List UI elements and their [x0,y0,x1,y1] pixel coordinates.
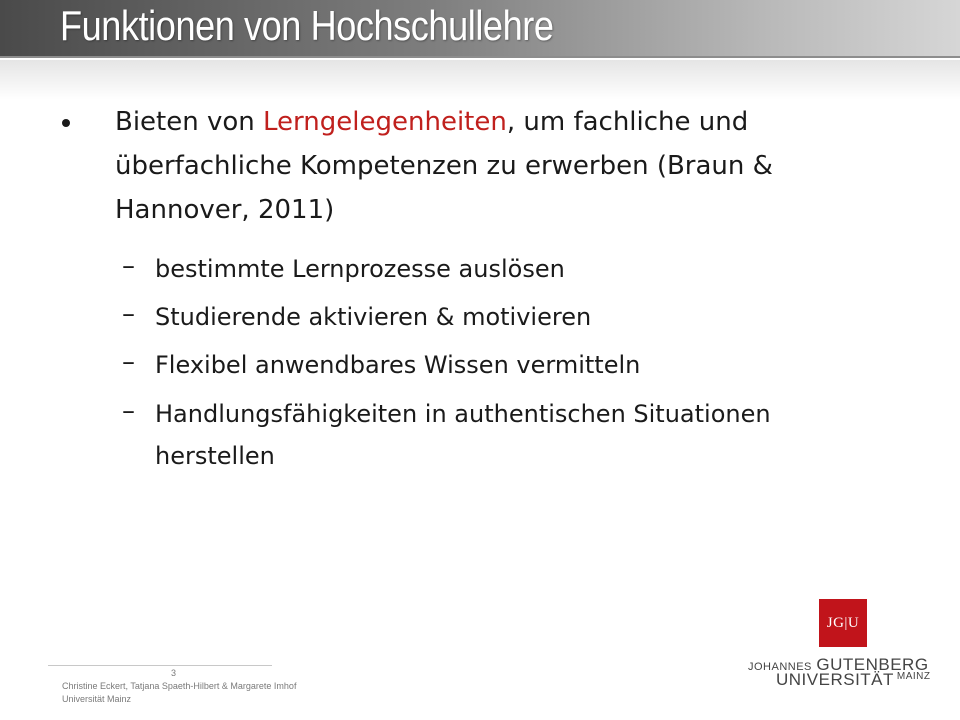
sub-item-line: Flexibel anwendbares Wissen vermitteln [155,351,641,379]
dash-icon: – [122,347,135,377]
footer-credits [62,680,322,706]
dash-icon: – [122,251,135,281]
bullet-text-after: , um fachliche und [506,107,749,137]
jgu-logo-mark: JG|U [819,599,867,647]
bullet-line-3: Hannover, 2011) [115,195,335,225]
sub-item-text [155,248,885,290]
footer-authors: Christine Eckert, Tatjana Spaeth-Hilbert & Margarete Imhof [62,681,297,691]
logo-johannes: JOHANNES [748,661,812,673]
logo-mainz: MAINZ [896,671,931,682]
sub-item-text [155,344,885,386]
footer-divider [48,665,272,666]
bullet-line-1 [115,100,855,144]
page-number: 3 [171,668,177,678]
footer-institution: Universität Mainz [62,694,132,704]
dash-icon: – [122,396,135,426]
sub-item-line: Handlungsfähigkeiten in authentischen Situationen [155,400,771,428]
highlighted-term: Lerngelegenheiten [263,107,507,137]
sub-item-line: Studierende aktivieren & motivieren [155,303,592,331]
bullet-text-before: Bieten von [115,107,264,137]
title-shadow [0,60,960,100]
sub-item-line: herstellen [155,442,275,470]
main-bullet-text [115,100,855,232]
logo-wordmark-line-2 [776,670,931,690]
sub-item-text [155,296,885,338]
sub-item-line: bestimmte Lernprozesse auslösen [155,255,565,283]
sub-item-text [155,393,885,477]
slide-title: Funktionen von Hochschullehre [60,2,554,49]
bullet-dot-icon [62,119,70,127]
logo-universitaet: UNIVERSITÄT [776,670,894,689]
dash-icon: – [122,299,135,329]
bullet-line-2: überfachliche Kompetenzen zu erwerben (Braun & [115,151,773,181]
logo-gutenberg: GUTENBERG [816,655,929,674]
